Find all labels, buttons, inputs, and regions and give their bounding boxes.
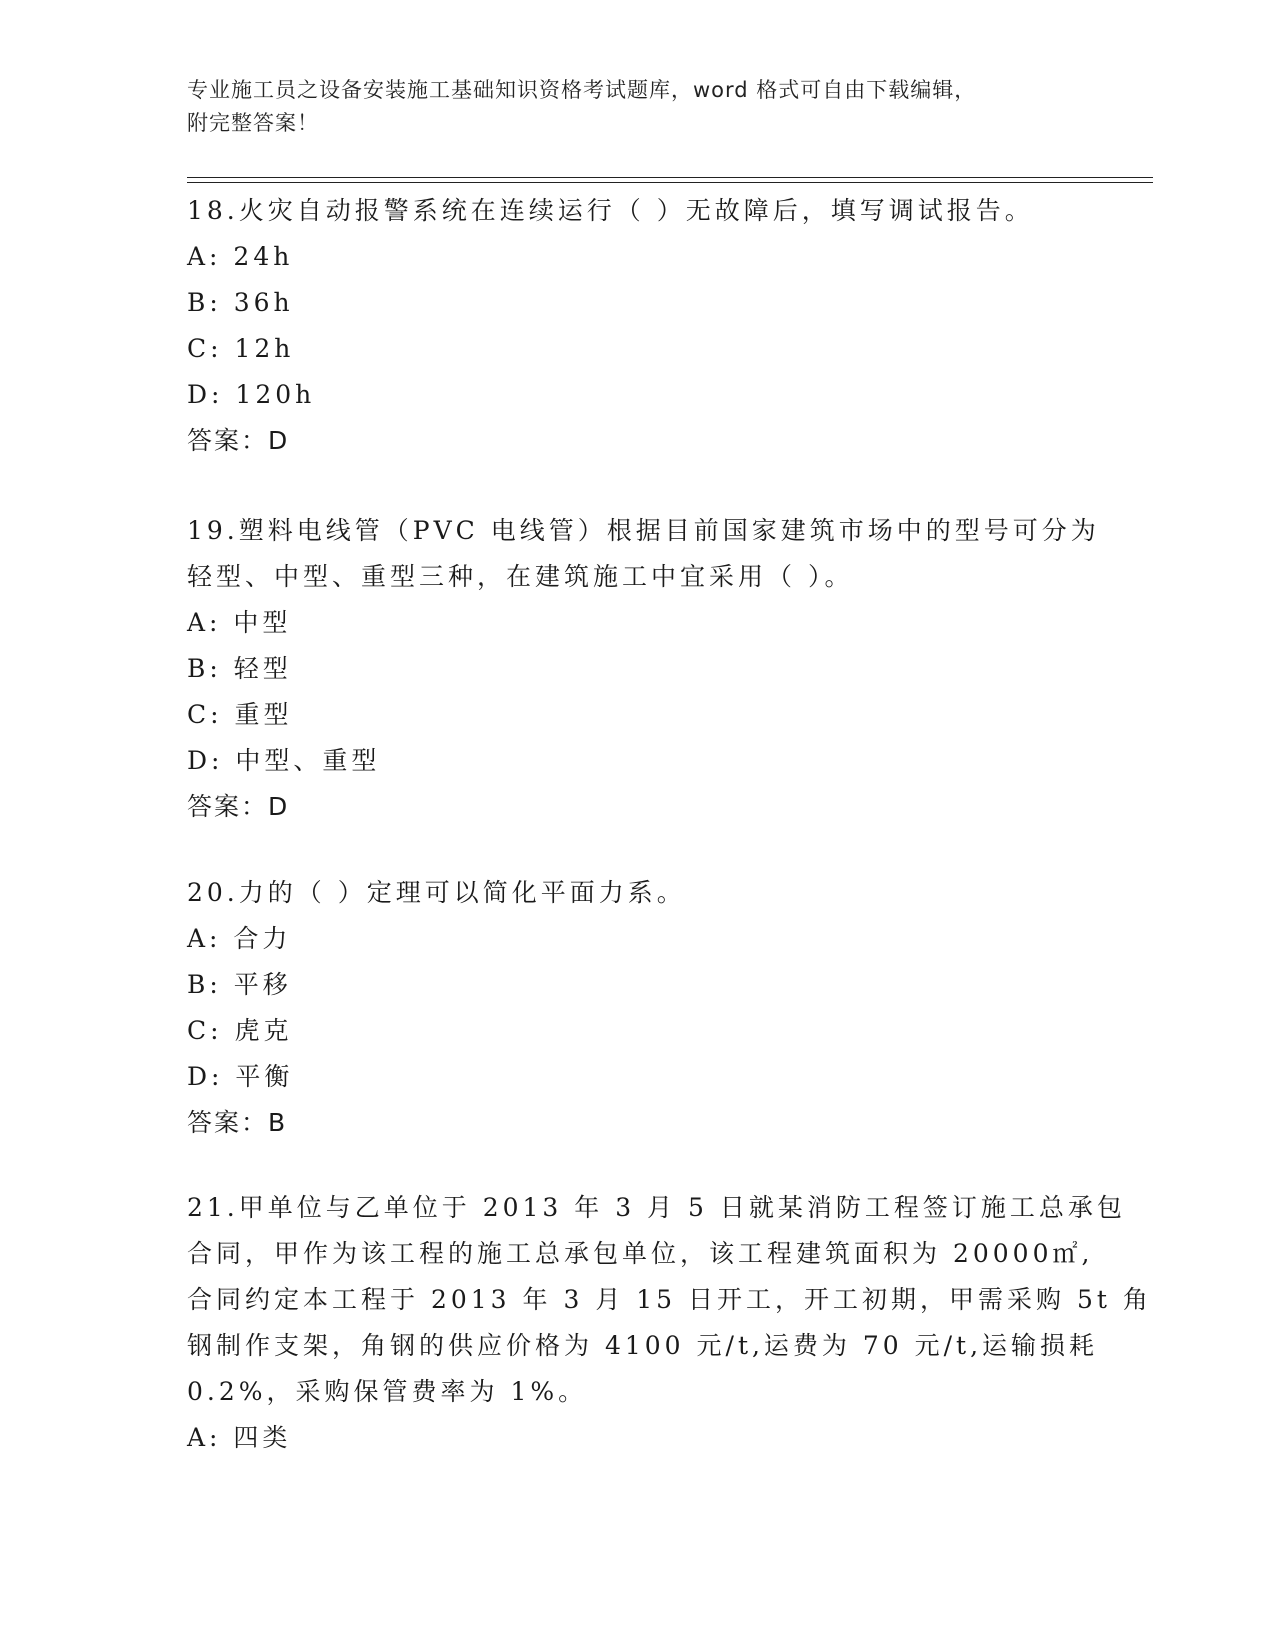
question-stem: 合同，甲作为该工程的施工总承包单位，该工程建筑面积为 20000㎡, xyxy=(187,1239,1094,1268)
option-d: D: 120h xyxy=(187,380,316,409)
question-stem: 合同约定本工程于 2013 年 3 月 15 日开工，开工初期，甲需采购 5t 角 xyxy=(187,1285,1152,1314)
header-divider-bottom xyxy=(187,182,1153,183)
option-d: D: 平衡 xyxy=(187,1062,294,1091)
question-19 xyxy=(187,508,1100,830)
answer-label: 答案：D xyxy=(187,426,290,455)
question-21 xyxy=(187,1185,1152,1461)
question-stem: 0.2%，采购保管费率为 1%。 xyxy=(187,1377,588,1406)
option-b: B: 平移 xyxy=(187,970,292,999)
question-stem: 钢制作支架，角钢的供应价格为 4100 元/t,运费为 70 元/t,运输损耗 xyxy=(187,1331,1099,1360)
header-line-1: 专业施工员之设备安装施工基础知识资格考试题库，word 格式可自由下载编辑， xyxy=(187,78,977,102)
answer-label: 答案：D xyxy=(187,792,290,821)
question-18 xyxy=(187,188,1087,464)
option-a: A: 四类 xyxy=(187,1423,292,1452)
question-stem: 20.力的（ ）定理可以简化平面力系。 xyxy=(187,878,686,907)
option-b: B: 36h xyxy=(187,288,294,317)
option-a: A: 合力 xyxy=(187,924,292,953)
option-c: C: 虎克 xyxy=(187,1016,293,1045)
option-a: A: 24h xyxy=(187,242,294,271)
header-line-2: 附完整答案！ xyxy=(187,111,319,135)
header-divider-top xyxy=(187,177,1153,178)
question-20 xyxy=(187,870,1087,1146)
option-b: B: 轻型 xyxy=(187,654,292,683)
option-c: C: 12h xyxy=(187,334,295,363)
question-stem: 轻型、中型、重型三种，在建筑施工中宜采用（ ）。 xyxy=(187,562,854,591)
question-stem: 18.火灾自动报警系统在连续运行（ ）无故障后，填写调试报告。 xyxy=(187,196,1034,225)
question-stem: 21.甲单位与乙单位于 2013 年 3 月 5 日就某消防工程签订施工总承包 xyxy=(187,1193,1126,1222)
question-stem: 19.塑料电线管（PVC 电线管）根据目前国家建筑市场中的型号可分为 xyxy=(187,516,1100,545)
option-a: A: 中型 xyxy=(187,608,292,637)
option-d: D: 中型、重型 xyxy=(187,746,381,775)
option-c: C: 重型 xyxy=(187,700,293,729)
answer-label: 答案：B xyxy=(187,1108,288,1137)
document-header xyxy=(187,74,1067,140)
